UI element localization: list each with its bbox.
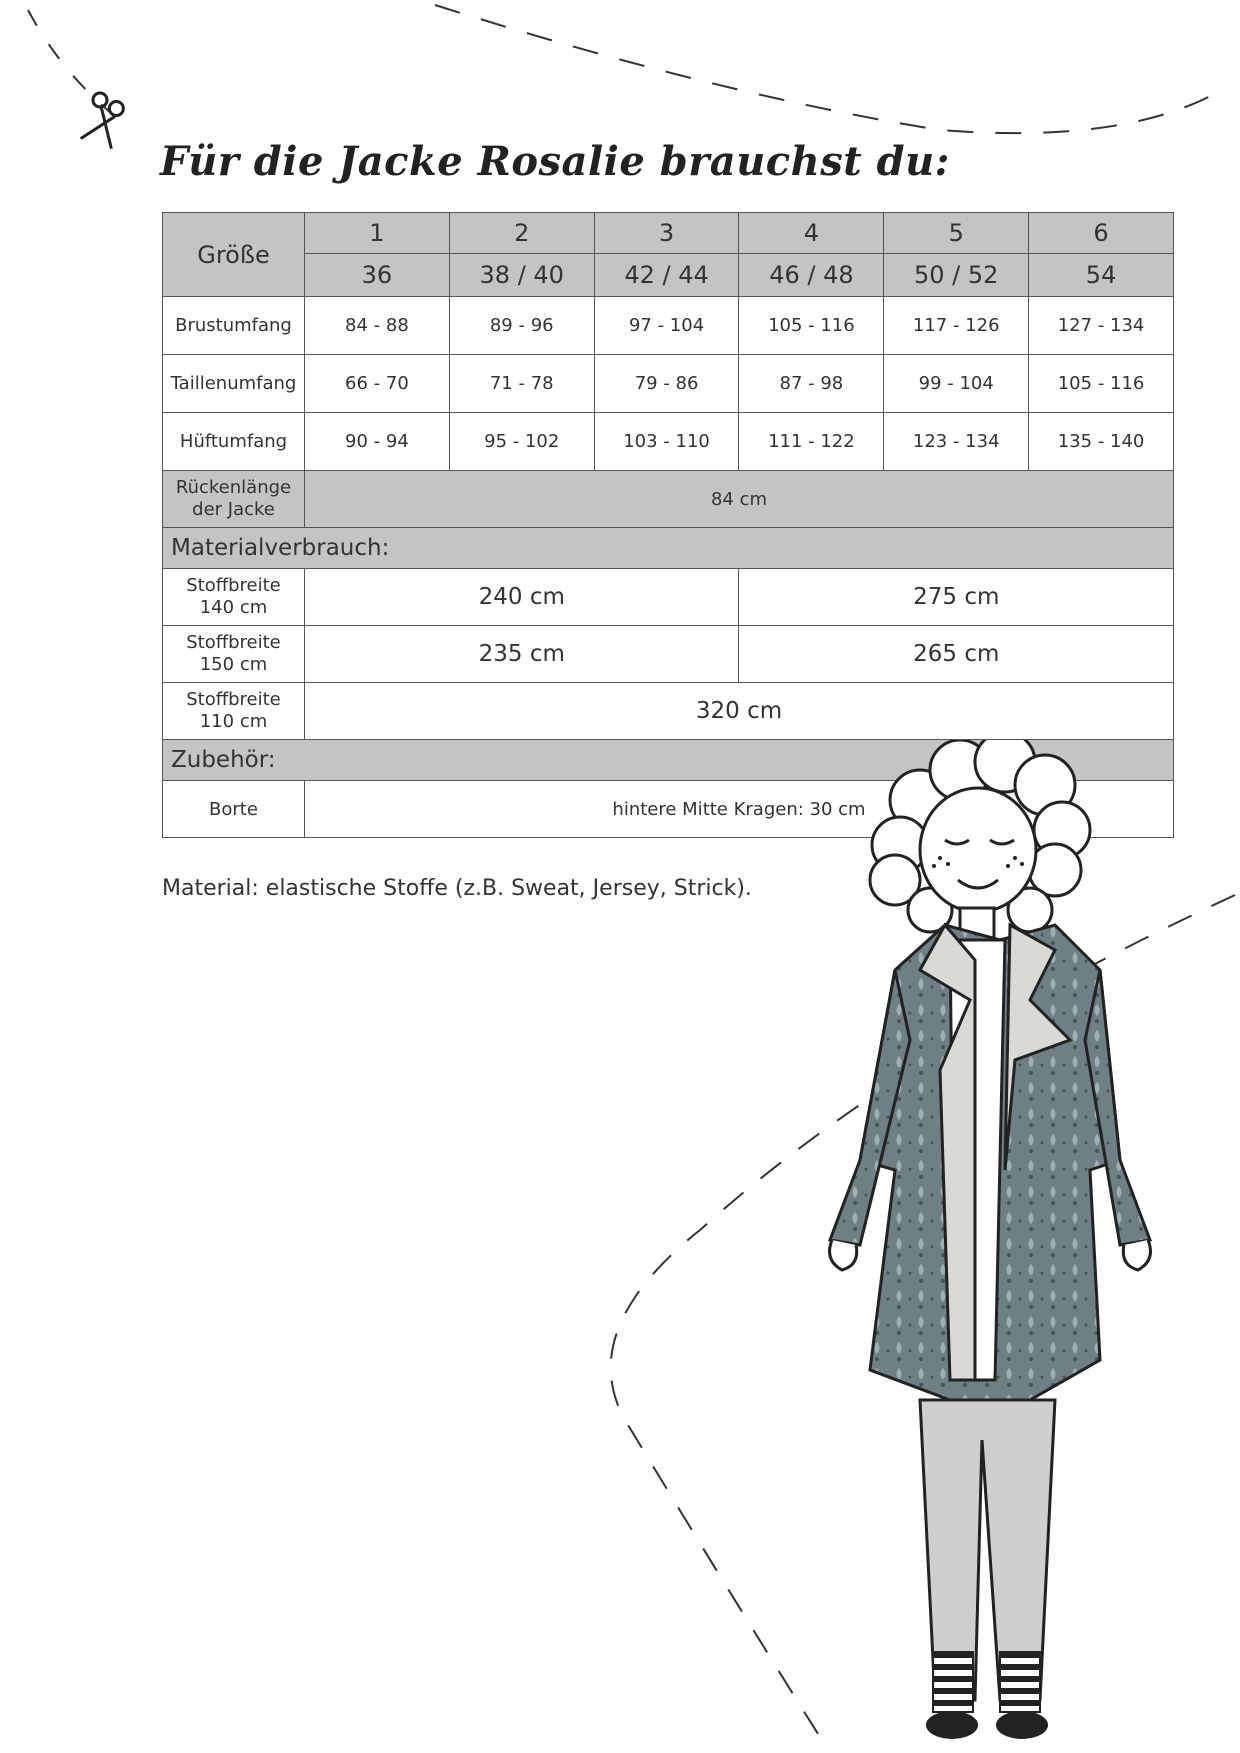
row-label-line: 110 cm: [199, 711, 268, 732]
scissors-icon: [68, 87, 138, 158]
table-cell: 71 - 78: [449, 355, 594, 413]
row-label: [163, 626, 305, 683]
section-row-material: [163, 528, 1174, 569]
table-cell: 235 cm: [305, 626, 739, 683]
sock: [1000, 1652, 1040, 1712]
table-cell: 117 - 126: [884, 297, 1029, 355]
table-row-fabric-110: [163, 683, 1174, 740]
row-label-line: Stoffbreite: [186, 575, 281, 596]
row-label: Borte: [163, 781, 305, 838]
table-cell: 240 cm: [305, 569, 739, 626]
material-note: Material: elastische Stoffe (z.B. Sweat, Jersey, Strick).: [162, 876, 752, 901]
size-number: 6: [1029, 213, 1174, 254]
eu-size: 50 / 52: [884, 254, 1029, 297]
eu-size: 54: [1029, 254, 1174, 297]
row-label-line: Stoffbreite: [186, 689, 281, 710]
row-label: [163, 569, 305, 626]
row-label: Hüftumfang: [163, 413, 305, 471]
table-cell: 123 - 134: [884, 413, 1029, 471]
section-header: Materialverbrauch:: [163, 528, 1174, 569]
table-cell: 265 cm: [739, 626, 1174, 683]
dashed-cut-line-arc: [435, 5, 1225, 133]
size-number: 2: [449, 213, 594, 254]
page-title: Für die Jacke Rosalie brauchst du:: [160, 138, 950, 185]
row-label: Brustumfang: [163, 297, 305, 355]
table-cell: 111 - 122: [739, 413, 884, 471]
table-cell: 97 - 104: [594, 297, 739, 355]
row-label-line: 140 cm: [199, 597, 268, 618]
table-cell: 320 cm: [305, 683, 1174, 740]
table-cell: 90 - 94: [305, 413, 450, 471]
table-cell: 66 - 70: [305, 355, 450, 413]
row-label: [163, 471, 305, 528]
table-cell: 275 cm: [739, 569, 1174, 626]
row-label-line: der Jacke: [192, 499, 275, 520]
table-cell: 105 - 116: [739, 297, 884, 355]
size-number: 5: [884, 213, 1029, 254]
row-label-line: Stoffbreite: [186, 632, 281, 653]
table-cell: 89 - 96: [449, 297, 594, 355]
table-cell: 84 - 88: [305, 297, 450, 355]
sock: [933, 1652, 973, 1712]
table-cell: 87 - 98: [739, 355, 884, 413]
dashed-cut-line-top: [28, 10, 110, 112]
table-row-back-length: [163, 471, 1174, 528]
size-number: 1: [305, 213, 450, 254]
table-cell: 79 - 86: [594, 355, 739, 413]
table-cell: 135 - 140: [1029, 413, 1174, 471]
table-cell: 95 - 102: [449, 413, 594, 471]
table-cell: 84 cm: [305, 471, 1174, 528]
table-row-hip: [163, 413, 1174, 471]
size-number: 4: [739, 213, 884, 254]
table-cell: hintere Mitte Kragen: 30 cm: [305, 781, 1174, 838]
shoe: [996, 1711, 1048, 1739]
eu-size: 42 / 44: [594, 254, 739, 297]
section-header: Zubehör:: [163, 740, 1174, 781]
table-row-fabric-150: [163, 626, 1174, 683]
eu-size: 36: [305, 254, 450, 297]
size-header-label: Größe: [163, 213, 305, 297]
row-label-line: 150 cm: [199, 654, 268, 675]
eu-size: 38 / 40: [449, 254, 594, 297]
table-row-waist: [163, 355, 1174, 413]
table-cell: 103 - 110: [594, 413, 739, 471]
table-cell: 105 - 116: [1029, 355, 1174, 413]
row-label: [163, 683, 305, 740]
row-label: Taillenumfang: [163, 355, 305, 413]
table-row-bust: [163, 297, 1174, 355]
shoe: [926, 1711, 978, 1739]
eu-size: 46 / 48: [739, 254, 884, 297]
face: [920, 788, 1036, 912]
size-number: 3: [594, 213, 739, 254]
table-cell: 127 - 134: [1029, 297, 1174, 355]
jacket-illustration: [800, 740, 1240, 1753]
row-label-line: Rückenlänge: [175, 477, 292, 498]
table-row-fabric-140: [163, 569, 1174, 626]
table-cell: 99 - 104: [884, 355, 1029, 413]
